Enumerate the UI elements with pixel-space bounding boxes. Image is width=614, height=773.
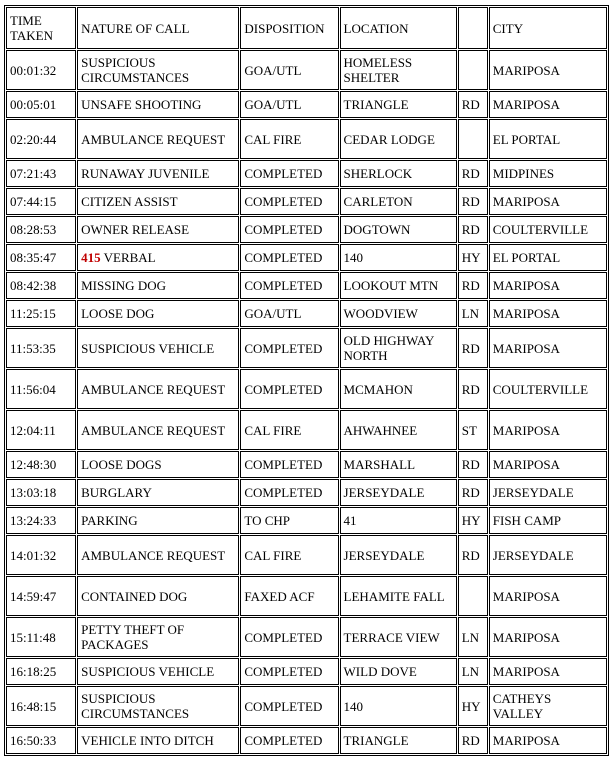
cell-disposition: COMPLETED — [240, 244, 338, 271]
cell-location: TRIANGLE — [340, 727, 457, 754]
cell-suffix: HY — [458, 244, 488, 271]
cell-time: 12:04:11 — [6, 410, 76, 450]
cell-location: JERSEYDALE — [340, 479, 457, 506]
cell-suffix: ST — [458, 410, 488, 450]
cell-nature: BURGLARY — [77, 479, 239, 506]
cell-time: 16:50:33 — [6, 727, 76, 754]
cell-location: CEDAR LODGE — [340, 119, 457, 159]
table-row — [6, 188, 607, 215]
cell-disposition: CAL FIRE — [240, 410, 338, 450]
cell-location: MARSHALL — [340, 451, 457, 478]
cell-nature: UNSAFE SHOOTING — [77, 91, 239, 118]
cell-nature: RUNAWAY JUVENILE — [77, 160, 239, 187]
cell-disposition: COMPLETED — [240, 188, 338, 215]
cell-disposition: COMPLETED — [240, 727, 338, 754]
table-row — [6, 686, 607, 726]
cell-city: JERSEYDALE — [489, 479, 607, 506]
cell-city: MARIPOSA — [489, 576, 607, 616]
cell-city: EL PORTAL — [489, 244, 607, 271]
call-code: 415 — [81, 250, 101, 265]
table-row — [6, 328, 607, 368]
cell-nature: OWNER RELEASE — [77, 216, 239, 243]
cell-city: MARIPOSA — [489, 451, 607, 478]
cell-time: 14:01:32 — [6, 535, 76, 575]
cell-location: WOODVIEW — [340, 300, 457, 327]
cell-suffix: RD — [458, 91, 488, 118]
table-row — [6, 617, 607, 657]
cell-location: 41 — [340, 507, 457, 534]
cell-time: 07:21:43 — [6, 160, 76, 187]
cell-city: MARIPOSA — [489, 91, 607, 118]
cell-location: LOOKOUT MTN — [340, 272, 457, 299]
table-row — [6, 244, 607, 271]
cell-disposition: FAXED ACF — [240, 576, 338, 616]
cell-suffix: HY — [458, 507, 488, 534]
cell-suffix: RD — [458, 535, 488, 575]
cell-city: COULTERVILLE — [489, 216, 607, 243]
cell-disposition: TO CHP — [240, 507, 338, 534]
cell-location: HOMELESS SHELTER — [340, 50, 457, 90]
cell-nature: AMBULANCE REQUEST — [77, 410, 239, 450]
cell-location: JERSEYDALE — [340, 535, 457, 575]
cell-location: DOGTOWN — [340, 216, 457, 243]
cell-suffix: LN — [458, 300, 488, 327]
cell-city: COULTERVILLE — [489, 369, 607, 409]
table-row — [6, 576, 607, 616]
cell-time: 08:35:47 — [6, 244, 76, 271]
table-row — [6, 658, 607, 685]
cell-location: CARLETON — [340, 188, 457, 215]
cell-city: JERSEYDALE — [489, 535, 607, 575]
header-time-taken: TIME TAKEN — [6, 7, 76, 49]
cell-disposition: COMPLETED — [240, 369, 338, 409]
cell-suffix: RD — [458, 272, 488, 299]
cell-nature: AMBULANCE REQUEST — [77, 369, 239, 409]
cell-nature: SUSPICIOUS CIRCUMSTANCES — [77, 686, 239, 726]
cell-time: 16:18:25 — [6, 658, 76, 685]
cell-time: 11:53:35 — [6, 328, 76, 368]
cell-suffix — [458, 576, 488, 616]
cell-city: MARIPOSA — [489, 658, 607, 685]
cell-city: MARIPOSA — [489, 328, 607, 368]
cell-nature: PETTY THEFT OF PACKAGES — [77, 617, 239, 657]
table-row — [6, 369, 607, 409]
table-row — [6, 300, 607, 327]
cell-nature: MISSING DOG — [77, 272, 239, 299]
cell-suffix: RD — [458, 727, 488, 754]
cell-location: WILD DOVE — [340, 658, 457, 685]
cell-suffix: RD — [458, 188, 488, 215]
cell-time: 08:42:38 — [6, 272, 76, 299]
cell-time: 11:56:04 — [6, 369, 76, 409]
cell-nature: SUSPICIOUS CIRCUMSTANCES — [77, 50, 239, 90]
cell-disposition: GOA/UTL — [240, 300, 338, 327]
table-row — [6, 507, 607, 534]
cell-disposition: COMPLETED — [240, 216, 338, 243]
table-row — [6, 479, 607, 506]
call-log-table — [4, 5, 609, 756]
cell-time: 00:01:32 — [6, 50, 76, 90]
table-row — [6, 50, 607, 90]
cell-nature: CITIZEN ASSIST — [77, 188, 239, 215]
cell-nature: AMBULANCE REQUEST — [77, 535, 239, 575]
cell-city: FISH CAMP — [489, 507, 607, 534]
call-description: VERBAL — [100, 250, 156, 265]
cell-time: 02:20:44 — [6, 119, 76, 159]
table-row — [6, 535, 607, 575]
table-row — [6, 727, 607, 754]
cell-time: 14:59:47 — [6, 576, 76, 616]
cell-nature: AMBULANCE REQUEST — [77, 119, 239, 159]
cell-location: LEHAMITE FALL — [340, 576, 457, 616]
cell-disposition: COMPLETED — [240, 328, 338, 368]
cell-disposition: COMPLETED — [240, 617, 338, 657]
cell-city: CATHEYS VALLEY — [489, 686, 607, 726]
cell-disposition: COMPLETED — [240, 686, 338, 726]
cell-suffix: LN — [458, 617, 488, 657]
cell-suffix — [458, 50, 488, 90]
cell-city: MARIPOSA — [489, 617, 607, 657]
cell-suffix: RD — [458, 160, 488, 187]
cell-location: AHWAHNEE — [340, 410, 457, 450]
cell-nature: CONTAINED DOG — [77, 576, 239, 616]
cell-suffix: LN — [458, 658, 488, 685]
cell-time: 13:24:33 — [6, 507, 76, 534]
cell-disposition: GOA/UTL — [240, 91, 338, 118]
header-nature-of-call: NATURE OF CALL — [77, 7, 239, 49]
table-row — [6, 216, 607, 243]
cell-disposition: COMPLETED — [240, 160, 338, 187]
cell-time: 15:11:48 — [6, 617, 76, 657]
cell-city: MARIPOSA — [489, 50, 607, 90]
cell-time: 11:25:15 — [6, 300, 76, 327]
cell-disposition: CAL FIRE — [240, 535, 338, 575]
cell-location: OLD HIGHWAY NORTH — [340, 328, 457, 368]
cell-nature: SUSPICIOUS VEHICLE — [77, 658, 239, 685]
cell-suffix: RD — [458, 216, 488, 243]
cell-suffix: RD — [458, 369, 488, 409]
table-row — [6, 451, 607, 478]
cell-nature: LOOSE DOGS — [77, 451, 239, 478]
cell-city: MIDPINES — [489, 160, 607, 187]
cell-location: SHERLOCK — [340, 160, 457, 187]
cell-nature: SUSPICIOUS VEHICLE — [77, 328, 239, 368]
table-row — [6, 272, 607, 299]
cell-city: MARIPOSA — [489, 727, 607, 754]
header-location: LOCATION — [340, 7, 457, 49]
cell-disposition: COMPLETED — [240, 451, 338, 478]
cell-location: 140 — [340, 686, 457, 726]
table-row — [6, 91, 607, 118]
cell-location: TRIANGLE — [340, 91, 457, 118]
cell-time: 13:03:18 — [6, 479, 76, 506]
cell-suffix — [458, 119, 488, 159]
cell-time: 16:48:15 — [6, 686, 76, 726]
cell-city: EL PORTAL — [489, 119, 607, 159]
cell-city: MARIPOSA — [489, 410, 607, 450]
table-row — [6, 119, 607, 159]
header-disposition: DISPOSITION — [240, 7, 338, 49]
cell-time: 00:05:01 — [6, 91, 76, 118]
cell-disposition: COMPLETED — [240, 272, 338, 299]
cell-city: MARIPOSA — [489, 188, 607, 215]
cell-suffix: RD — [458, 328, 488, 368]
cell-nature: VEHICLE INTO DITCH — [77, 727, 239, 754]
table-row — [6, 410, 607, 450]
table-row — [6, 160, 607, 187]
cell-suffix: HY — [458, 686, 488, 726]
header-row — [6, 7, 607, 49]
cell-time: 12:48:30 — [6, 451, 76, 478]
cell-disposition: COMPLETED — [240, 658, 338, 685]
cell-nature: PARKING — [77, 507, 239, 534]
header-suffix — [458, 7, 488, 49]
cell-time: 07:44:15 — [6, 188, 76, 215]
cell-nature — [77, 244, 239, 271]
cell-location: TERRACE VIEW — [340, 617, 457, 657]
cell-disposition: COMPLETED — [240, 479, 338, 506]
cell-time: 08:28:53 — [6, 216, 76, 243]
cell-city: MARIPOSA — [489, 300, 607, 327]
cell-disposition: GOA/UTL — [240, 50, 338, 90]
cell-location: 140 — [340, 244, 457, 271]
header-city: CITY — [489, 7, 607, 49]
cell-disposition: CAL FIRE — [240, 119, 338, 159]
cell-suffix: RD — [458, 479, 488, 506]
cell-city: MARIPOSA — [489, 272, 607, 299]
cell-suffix: RD — [458, 451, 488, 478]
cell-nature: LOOSE DOG — [77, 300, 239, 327]
cell-location: MCMAHON — [340, 369, 457, 409]
